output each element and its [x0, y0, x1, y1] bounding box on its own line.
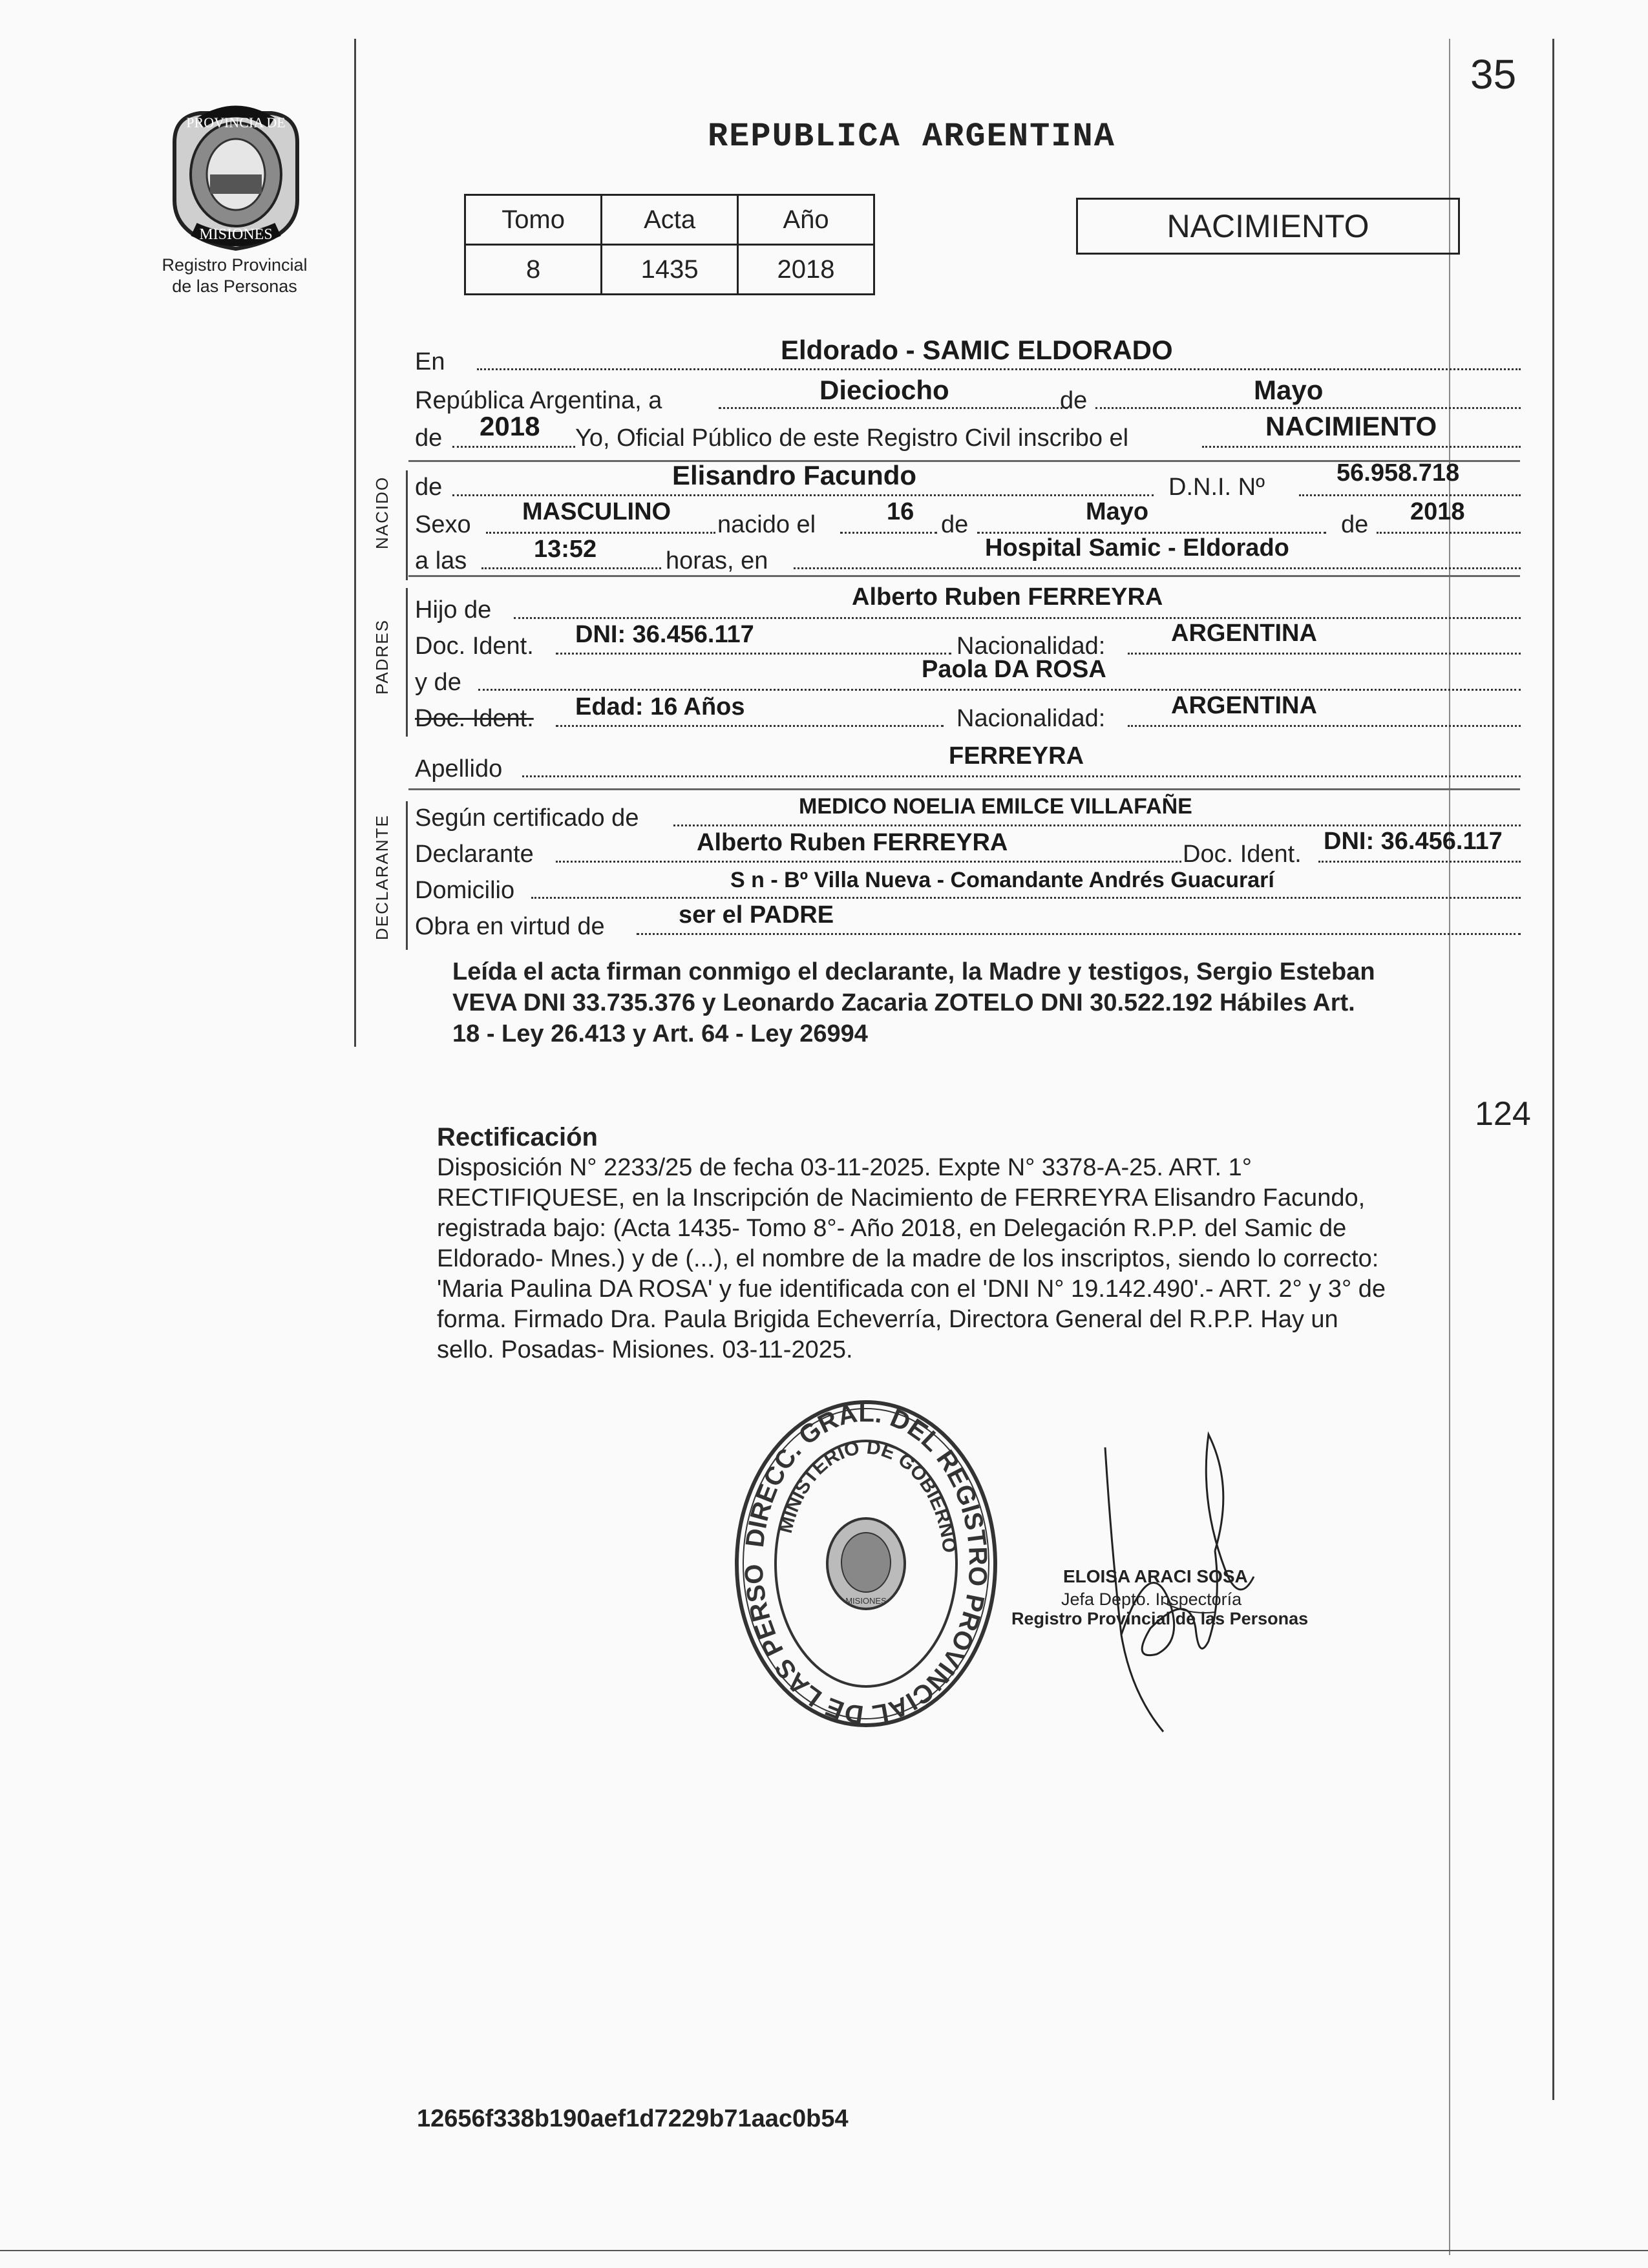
padre-value: Alberto Ruben FERREYRA [852, 583, 1163, 611]
republica-label: República Argentina, a [415, 387, 662, 414]
obra-label: Obra en virtud de [415, 913, 605, 940]
madre-doc-value: Edad: 16 Años [575, 693, 745, 720]
nacido-dia-value: 16 [887, 498, 914, 525]
nacido-side-label: NACIDO [372, 476, 392, 549]
dotline [673, 824, 1521, 826]
padre-nacionalidad-label: Nacionalidad: [956, 633, 1106, 660]
svg-text:MISIONES: MISIONES [845, 1596, 887, 1606]
closing-line: Leída el acta firman conmigo el declarante, la Madre y testigos, Sergio Esteban [452, 958, 1375, 985]
tipo-value: NACIMIENTO [1265, 411, 1437, 441]
nacido-de-anio-label: de [1341, 511, 1369, 538]
mes-value: Mayo [1254, 375, 1324, 405]
padre-doc-value: DNI: 36.456.117 [575, 621, 754, 648]
horas-en-label: horas, en [666, 547, 768, 574]
rectificacion-line: registrada bajo: (Acta 1435- Tomo 8°- Año 2018, en Delegación R.P.P. del Samic de [437, 1215, 1347, 1242]
signer-title: Jefa Depto. Inspectoría [1061, 1590, 1242, 1609]
y-de-label: y de [415, 669, 461, 696]
de-label: de [1060, 387, 1088, 414]
anio-value: 2018 [480, 411, 540, 441]
signature [1060, 1357, 1267, 1758]
nacido-de-mes-label: de [941, 511, 969, 538]
dotline [637, 933, 1521, 935]
rectificacion-line: sello. Posadas- Misiones. 03-11-2025. [437, 1336, 853, 1363]
dotline [452, 446, 575, 448]
left-margin-line [354, 39, 356, 1047]
dotline [556, 653, 951, 655]
rectificacion-line: forma. Firmado Dra. Paula Brigida Echeverría, Directora General del R.P.P. Hay un [437, 1306, 1338, 1333]
rectificacion-line: RECTIFIQUESE, en la Inscripción de Nacimiento de FERREYRA Elisandro Facundo, [437, 1184, 1366, 1212]
dotline [556, 861, 1181, 863]
en-label: En [415, 348, 445, 375]
dotline [514, 617, 1521, 619]
padre-doc-label: Doc. Ident. [415, 633, 534, 660]
svg-text:DIRECC. GRAL. DEL REGISTRO PRO: DIRECC. GRAL. DEL REGISTRO PROVINCIAL DE LAS PERSO [739, 1398, 993, 1729]
dotline [840, 532, 937, 534]
dia-value: Dieciocho [819, 375, 949, 405]
hijo-de-label: Hijo de [415, 596, 492, 624]
certificado-value: MEDICO NOELIA EMILCE VILLAFAÑE [799, 794, 1192, 819]
rectificacion-line: 'Maria Paulina DA ROSA' y fue identificada con el 'DNI N° 19.142.490'.- ART. 2° y 3° de [437, 1276, 1386, 1303]
dotline [794, 567, 1521, 569]
dotline [478, 689, 1521, 691]
document-hash: 12656f338b190aef1d7229b71aac0b54 [417, 2105, 849, 2132]
nombre-value: Elisandro Facundo [672, 460, 917, 490]
padres-side-label: PADRES [372, 619, 392, 695]
nacido-el-label: nacido el [717, 511, 816, 538]
logo-caption-2: de las Personas [172, 277, 297, 296]
apellido-label: Apellido [415, 755, 503, 782]
obra-value: ser el PADRE [679, 901, 834, 929]
domicilio-label: Domicilio [415, 877, 515, 904]
type-box-label: NACIMIENTO [1167, 208, 1369, 244]
shield-seal-icon [162, 103, 310, 252]
madre-nacionalidad-value: ARGENTINA [1171, 692, 1317, 719]
rectificacion-number: 124 [1475, 1095, 1531, 1133]
signature-icon [1060, 1357, 1267, 1758]
dotline [1095, 407, 1521, 409]
declarante-label: Declarante [415, 841, 534, 868]
right-border-line [1552, 39, 1554, 2100]
a-las-label: a las [415, 547, 467, 574]
header-tomo: Tomo [465, 195, 602, 245]
sexo-value: MASCULINO [522, 498, 671, 525]
madre-doc-label: Doc. Ident. [415, 705, 534, 732]
value-anio: 2018 [738, 245, 874, 295]
dotline [1128, 653, 1521, 655]
declarante-doc-value: DNI: 36.456.117 [1324, 828, 1503, 855]
dotline [1202, 446, 1521, 448]
dotline [1299, 494, 1521, 496]
shield-seal [162, 103, 310, 252]
padres-bracket [406, 588, 408, 737]
nacido-mes-value: Mayo [1086, 498, 1149, 525]
logo-caption-1: Registro Provincial [162, 255, 308, 275]
rectificacion-body [437, 1153, 1542, 1365]
dotline [1377, 532, 1521, 534]
madre-value: Paola DA ROSA [922, 656, 1106, 683]
page-number: 35 [1470, 51, 1517, 98]
madre-nacionalidad-label: Nacionalidad: [956, 705, 1106, 732]
dotline [531, 897, 1521, 899]
dotline [486, 532, 715, 534]
declarante-side-label: DECLARANTE [372, 814, 392, 940]
lugar-nacimiento-value: Hospital Samic - Eldorado [985, 534, 1289, 562]
svg-text:MINISTERIO DE GOBIERNO: MINISTERIO DE GOBIERNO [774, 1436, 960, 1554]
padre-nacionalidad-value: ARGENTINA [1171, 620, 1317, 647]
header-anio: Año [738, 195, 874, 245]
right-margin-line [1449, 39, 1450, 2255]
rectificacion-title: Rectificación [437, 1123, 598, 1151]
signer-name: ELOISA ARACI SOSA [1063, 1566, 1248, 1586]
declarante-value: Alberto Ruben FERREYRA [697, 829, 1008, 856]
closing-line: VEVA DNI 33.735.376 y Leonardo Zacaria ZOTELO DNI 30.522.192 Hábiles Art. [452, 989, 1355, 1016]
dotline [1318, 861, 1521, 863]
dotline [481, 567, 661, 569]
dotline [522, 775, 1521, 777]
official-stamp [724, 1396, 1008, 1732]
certificado-label: Según certificado de [415, 804, 639, 832]
dni-label: D.N.I. Nº [1168, 474, 1265, 501]
official-stamp-icon [724, 1396, 1008, 1732]
record-table [464, 194, 875, 295]
svg-text:PROVINCIA DE: PROVINCIA DE [186, 114, 286, 131]
sexo-label: Sexo [415, 511, 471, 538]
declarante-doc-label: Doc. Ident. [1183, 841, 1302, 868]
signer-org: Registro Provincial de las Personas [1011, 1609, 1309, 1628]
dni-value: 56.958.718 [1336, 459, 1460, 487]
dotline [719, 407, 1068, 409]
domicilio-value: S n - Bº Villa Nueva - Comandante Andrés Guacurarí [730, 868, 1274, 892]
section-divider [408, 788, 1520, 790]
section-divider [408, 575, 1520, 577]
nacido-anio-value: 2018 [1410, 498, 1465, 525]
dotline [556, 725, 944, 727]
value-acta: 1435 [602, 245, 738, 295]
de-label: de [415, 425, 443, 452]
lugar-value: Eldorado - SAMIC ELDORADO [781, 335, 1173, 365]
rectificacion-line: Eldorado- Mnes.) y de (...), el nombre de la madre de los inscriptos, siendo lo correcto: [437, 1245, 1379, 1272]
nacido-de-label: de [415, 474, 443, 501]
dotline [477, 368, 1521, 370]
document-title: REPUBLICA ARGENTINA [708, 118, 1115, 156]
rectificacion-line: Disposición N° 2233/25 de fecha 03-11-2025. Expte N° 3378-A-25. ART. 1° [437, 1154, 1252, 1181]
dotline [452, 494, 1154, 496]
header-acta: Acta [602, 195, 738, 245]
dotline [1128, 725, 1521, 727]
type-box [1076, 198, 1460, 255]
apellido-value: FERREYRA [949, 742, 1084, 770]
bottom-line [0, 2250, 1648, 2251]
nacido-bracket [406, 470, 408, 580]
closing-text [452, 956, 1375, 1049]
closing-line: 18 - Ley 26.413 y Art. 64 - Ley 26994 [452, 1020, 868, 1047]
value-tomo: 8 [465, 245, 602, 295]
declarante-bracket [406, 801, 408, 950]
oficial-label: Yo, Oficial Público de este Registro Civil inscribo el [575, 425, 1129, 452]
svg-text:MISIONES: MISIONES [199, 226, 273, 243]
hora-value: 13:52 [534, 536, 597, 563]
